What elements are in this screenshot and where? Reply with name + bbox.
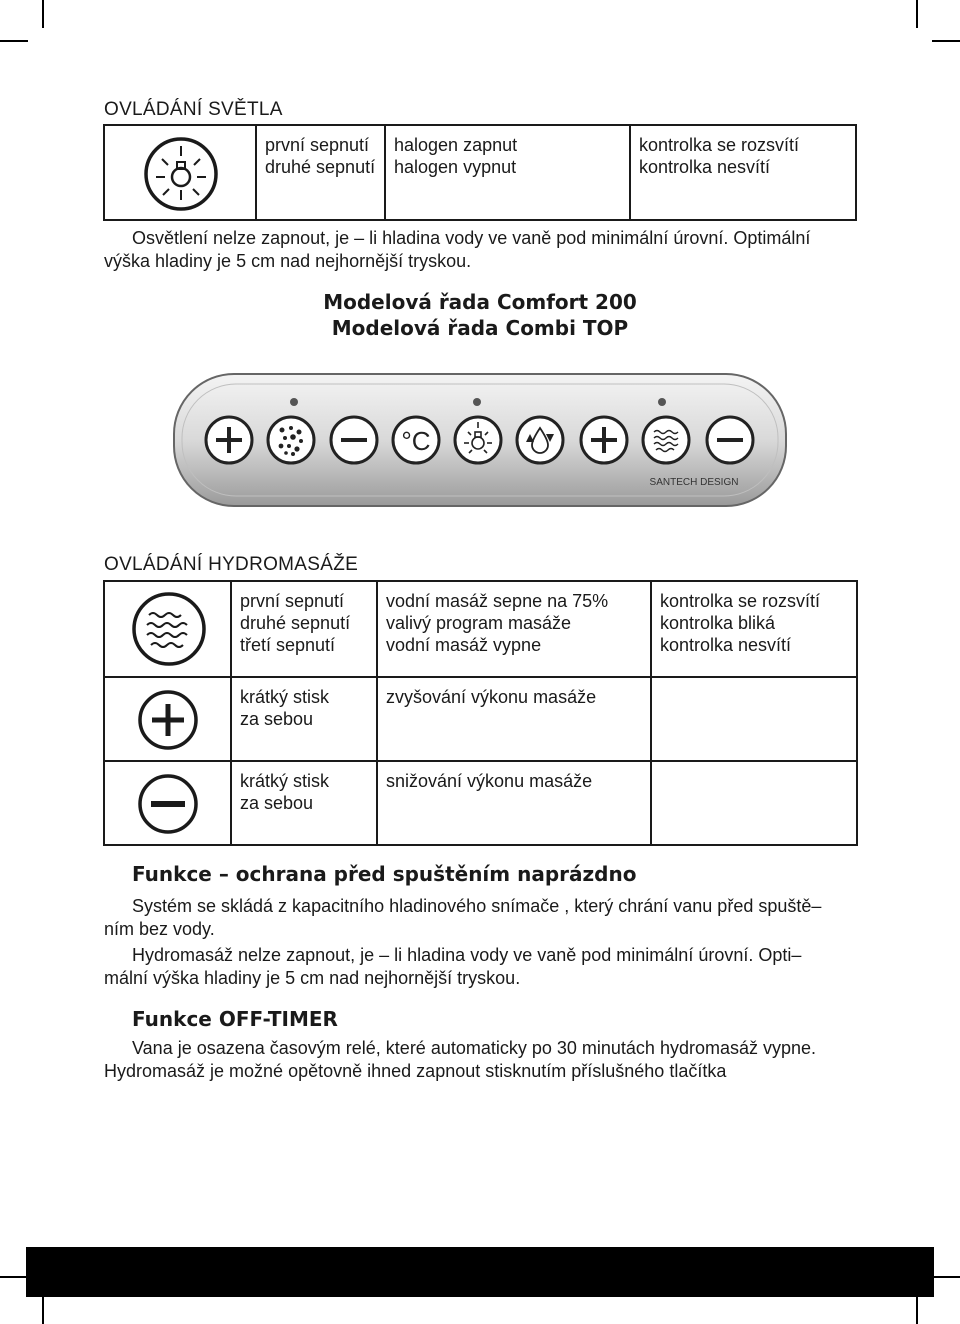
hydro-presses-cell	[231, 581, 377, 677]
indicator-led	[290, 398, 298, 406]
plus-icon-cell	[104, 677, 231, 761]
paragraph-line: Hydromasáž nelze zapnout, je – li hladina vody ve vaně pod minimální úrovní. Opti–	[132, 945, 802, 965]
plus-presses-cell	[231, 677, 377, 761]
press-label: první sepnutí	[240, 591, 345, 611]
indicator-label: kontrolka bliká	[660, 613, 776, 633]
minus-icon	[341, 438, 367, 442]
minus-presses-cell	[231, 761, 377, 845]
paragraph-line: ním bez vody.	[104, 918, 215, 939]
indicator-label: kontrolka nesvítí	[639, 157, 771, 177]
press-label: druhé sepnutí	[265, 157, 376, 177]
light-indicators-cell	[630, 125, 856, 220]
hydro-actions-cell	[377, 581, 651, 677]
hydro-massage-button[interactable]	[643, 417, 689, 463]
hydro-icon-cell	[104, 581, 231, 677]
minus-icon	[136, 772, 200, 836]
paragraph-line: Vana je osazena časovým relé, které automaticky po 30 minutách hydromasáž vypne.	[132, 1038, 817, 1058]
paragraph-line: Systém se skládá z kapacitního hladinového snímače , který chrání vanu před spuště–	[132, 896, 822, 916]
model-title: Modelová řada Comfort 200	[323, 290, 637, 314]
indicator-label: kontrolka se rozsvítí	[639, 135, 800, 155]
dry-run-heading: Funkce – ochrana před spuštěním naprázdno	[132, 862, 637, 886]
press-label: za sebou	[240, 793, 314, 813]
minus-button[interactable]	[331, 417, 377, 463]
dry-run-paragraph	[104, 944, 864, 989]
indicator-led	[473, 398, 481, 406]
off-timer-heading: Funkce OFF-TIMER	[132, 1007, 338, 1031]
crop-mark	[916, 0, 918, 28]
action-label: vodní masáž sepne na 75%	[386, 591, 609, 611]
action-label: valivý program masáže	[386, 613, 572, 633]
light-section-title: OVLÁDÁNÍ SVĚTLA	[104, 99, 283, 120]
plus-indicators-cell	[651, 677, 857, 761]
plus-button[interactable]	[581, 417, 627, 463]
plus-actions-cell	[377, 677, 651, 761]
minus-icon-cell	[104, 761, 231, 845]
press-label: druhé sepnutí	[240, 613, 351, 633]
press-label: první sepnutí	[265, 135, 370, 155]
off-timer-paragraph	[104, 1037, 864, 1082]
action-label: halogen vypnut	[394, 157, 517, 177]
light-button[interactable]	[455, 417, 501, 463]
press-label: krátký stisk	[240, 771, 330, 791]
light-note-line: výška hladiny je 5 cm nad nejhornější tryskou.	[104, 250, 472, 271]
action-label: vodní masáž vypne	[386, 635, 542, 655]
hydro-indicators-cell	[651, 581, 857, 677]
air-bubbles-button[interactable]	[268, 417, 314, 463]
minus-button[interactable]	[707, 417, 753, 463]
press-label: krátký stisk	[240, 687, 330, 707]
plus-icon	[136, 688, 200, 752]
hydro-massage-icon	[129, 589, 209, 669]
crop-mark	[42, 1296, 44, 1324]
crop-mark	[916, 1296, 918, 1324]
hydro-control-table	[103, 580, 858, 846]
light-icon-cell	[104, 125, 256, 220]
crop-mark	[0, 1276, 28, 1278]
press-label: za sebou	[240, 709, 314, 729]
action-label: snižování výkonu masáže	[386, 771, 593, 791]
plus-button[interactable]	[206, 417, 252, 463]
light-bulb-icon	[141, 134, 221, 214]
celsius-icon: °C	[401, 426, 431, 456]
light-note-line: Osvětlení nelze zapnout, je – li hladina vody ve vaně pod minimální úrovní. Optimální	[132, 228, 811, 248]
dry-run-paragraph	[104, 895, 864, 940]
paragraph-line: mální výška hladiny je 5 cm nad nejhornější tryskou.	[104, 967, 521, 988]
light-actions-cell	[385, 125, 630, 220]
crop-mark	[42, 0, 44, 28]
temperature-button[interactable]	[393, 417, 439, 463]
water-button[interactable]	[517, 417, 563, 463]
control-panel	[172, 372, 788, 508]
hydro-section-title: OVLÁDÁNÍ HYDROMASÁŽE	[104, 554, 359, 575]
light-note	[104, 227, 864, 272]
indicator-label: kontrolka nesvítí	[660, 635, 792, 655]
minus-icon	[717, 438, 743, 442]
action-label: zvyšování výkonu masáže	[386, 687, 597, 707]
paragraph-line: Hydromasáž je možné opětovně ihned zapnout stisknutím příslušného tlačítka	[104, 1060, 727, 1081]
press-label: třetí sepnutí	[240, 635, 336, 655]
crop-mark	[932, 40, 960, 42]
indicator-led	[658, 398, 666, 406]
crop-mark	[932, 1276, 960, 1278]
minus-indicators-cell	[651, 761, 857, 845]
footer-bar	[26, 1247, 934, 1297]
minus-actions-cell	[377, 761, 651, 845]
indicator-label: kontrolka se rozsvítí	[660, 591, 821, 611]
panel-brand: SANTECH DESIGN	[649, 477, 739, 488]
light-presses-cell	[256, 125, 385, 220]
model-title: Modelová řada Combi TOP	[331, 316, 629, 340]
light-control-table	[103, 124, 857, 221]
crop-mark	[0, 40, 28, 42]
action-label: halogen zapnut	[394, 135, 518, 155]
